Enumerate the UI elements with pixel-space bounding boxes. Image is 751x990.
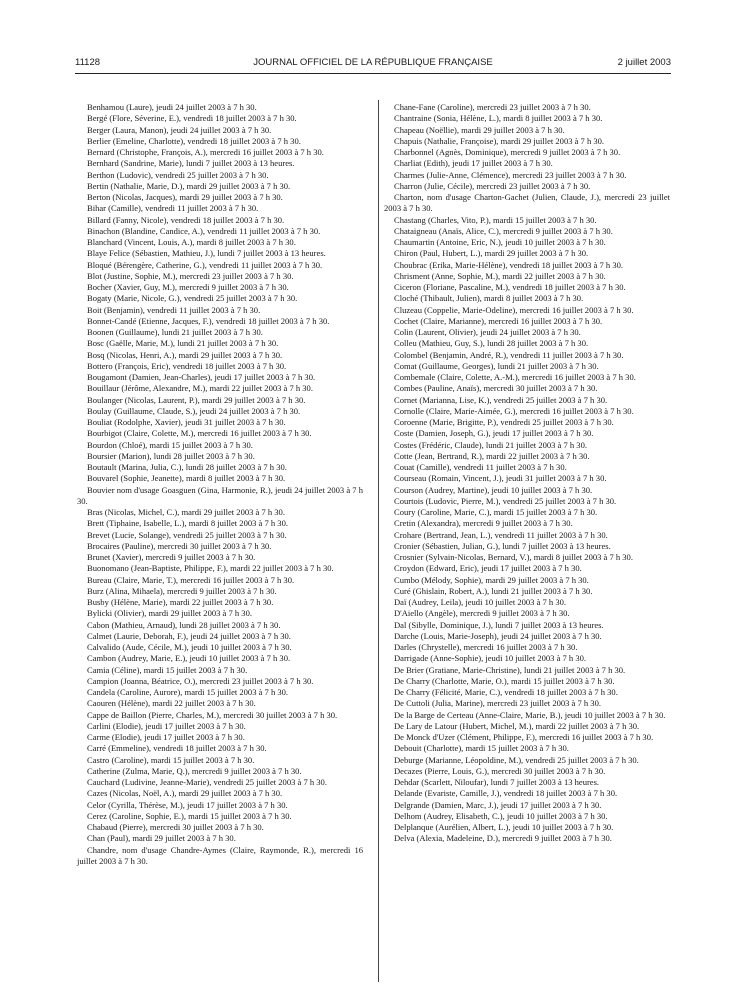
name-entry: Cloché (Thibault, Julien), mardi 8 juillet 2003 à 7 h 30.	[394, 293, 584, 304]
name-entry: Combemale (Claire, Colette, A.-M.), mercredi 16 juillet 2003 à 7 h 30.	[394, 372, 636, 382]
name-entry: Benhamou (Laure), jeudi 24 juillet 2003 à 7 h 30.	[87, 102, 257, 112]
name-entry: Bosc (Gaëlle, Marie, M.), lundi 21 juillet 2003 à 7 h 30.	[87, 338, 279, 349]
name-entry: Blanchard (Vincent, Louis, A.), mardi 8 juillet 2003 à 7 h 30.	[87, 237, 296, 247]
name-entry: Colleu (Mathieu, Guy, S.), lundi 28 juillet 2003 à 7 h 30.	[394, 338, 589, 349]
name-entry: Bonnet-Candé (Etienne, Jacques, F.), vendredi 18 juillet 2003 à 7 h 30.	[87, 315, 330, 326]
name-entry: Darles (Chrystelle), mercredi 16 juillet 2003 à 7 h 30.	[394, 642, 578, 652]
name-entry: Cornolle (Claire, Marie-Aimée, G.), mercredi 16 juillet 2003 à 7 h 30.	[394, 405, 634, 416]
name-entry: Billard (Fanny, Nicole), vendredi 18 juillet 2003 à 7 h 30.	[87, 214, 285, 225]
column-divider	[378, 100, 379, 982]
name-entry: Colombel (Benjamin, André, R.), vendredi 11 juillet 2003 à 7 h 30.	[394, 349, 624, 360]
header-rule	[75, 73, 671, 74]
name-entry: Cambon (Audrey, Marie, E.), jeudi 10 juillet 2003 à 7 h 30.	[87, 653, 291, 664]
name-entry: Binachon (Blandine, Candice, A.), vendredi 11 juillet 2003 à 7 h 30.	[87, 225, 321, 236]
name-entry: Deburge (Marianne, Léopoldine, M.), vendredi 25 juillet 2003 à 7 h 30.	[394, 754, 639, 765]
name-entry: Delplanque (Aurélien, Albert, L.), jeudi 10 juillet 2003 à 7 h 30.	[394, 822, 614, 832]
name-entry: Boonen (Guillaume), lundi 21 juillet 2003 à 7 h 30.	[87, 327, 263, 337]
name-entry: Bouillaur (Jérôme, Alexandre, M.), mardi 22 juillet 2003 à 7 h 30.	[87, 383, 313, 394]
name-entry: Bourbigot (Claire, Colette, M.), mercredi 16 juillet 2003 à 7 h 30.	[87, 428, 312, 439]
name-entry: Boit (Benjamin), vendredi 11 juillet 2003 à 7 h 30.	[87, 304, 261, 315]
name-entry: Cauchard (Ludivine, Jeanne-Marie), vendredi 25 juillet 2003 à 7 h 30.	[87, 777, 327, 787]
name-entry: Cornet (Marianna, Lise, K.), vendredi 25 juillet 2003 à 7 h 30.	[394, 394, 608, 405]
name-entry: De Brier (Gratiane, Marie-Christine), lundi 21 juillet 2003 à 7 h 30.	[394, 664, 626, 675]
name-entry: Delhom (Audrey, Elisabeth, C.), jeudi 10 juillet 2003 à 7 h 30.	[394, 810, 608, 821]
name-entry: Chantraine (Sonia, Hélène, L.), mardi 8 juillet 2003 à 7 h 30.	[394, 113, 603, 124]
name-entry: Bureau (Claire, Marie, T.), mercredi 16 juillet 2003 à 7 h 30.	[87, 574, 295, 585]
name-entry: Carré (Emmeline), vendredi 18 juillet 2003 à 7 h 30.	[87, 743, 267, 754]
name-entry: Crosnier (Sylvain-Nicolas, Bernard, V.), mardi 8 juillet 2003 à 7 h 30.	[394, 552, 633, 562]
name-entry: Cretin (Alexandra), mercredi 9 juillet 2003 à 7 h 30.	[394, 518, 573, 529]
name-entry: De Charry (Charlotte, Marie, O.), mardi 15 juillet 2003 à 7 h 30.	[394, 675, 615, 686]
journal-title: JOURNAL OFFICIEL DE LA RÉPUBLIQUE FRANÇAISE	[253, 57, 493, 68]
name-entry: Calmet (Laurie, Deborah, F.), jeudi 24 juillet 2003 à 7 h 30.	[87, 630, 291, 641]
name-entry: Chiron (Paul, Hubert, L.), mardi 29 juillet 2003 à 7 h 30.	[394, 248, 589, 259]
name-entry: Decazes (Pierre, Louis, G.), mercredi 30 juillet 2003 à 7 h 30.	[394, 765, 606, 776]
name-entry: Cumbo (Mélody, Sophie), mardi 29 juillet 2003 à 7 h 30.	[394, 574, 589, 585]
name-entry: Bernard (Christophe, François, A.), mercredi 16 juillet 2003 à 7 h 30.	[87, 147, 324, 157]
name-entry: Burz (Alina, Mihaela), mercredi 9 juillet 2003 à 7 h 30.	[87, 585, 277, 596]
name-entry: Chan (Paul), mardi 29 juillet 2003 à 7 h 30.	[87, 833, 236, 844]
name-entry: Courtois (Ludovic, Pierre, M.), vendredi 25 juillet 2003 à 7 h 30.	[394, 495, 617, 506]
name-entry: Bouvarel (Sophie, Jeanette), mardi 8 juillet 2003 à 7 h 30.	[87, 473, 286, 484]
page-number: 11128	[75, 57, 101, 68]
name-entry: De Cuttoli (Julia, Marine), mercredi 23 juillet 2003 à 7 h 30.	[394, 698, 601, 709]
name-entry: Choubrac (Erika, Marie-Hélène), vendredi 18 juillet 2003 à 7 h 30.	[394, 259, 624, 270]
name-entry: Bogaty (Marie, Nicole, G.), vendredi 25 juillet 2003 à 7 h 30.	[87, 293, 298, 304]
name-entry: Comat (Guillaume, Georges), lundi 21 juillet 2003 à 7 h 30.	[394, 360, 599, 371]
name-entry: Coste (Damien, Joseph, G.), jeudi 17 juillet 2003 à 7 h 30.	[394, 428, 594, 439]
name-entry: Charton, nom d'usage Charton-Gachet (Julien, Claude, J.), mercredi 23 juillet 2003 à 7 h 30.	[384, 192, 670, 214]
name-entry: Bougamont (Damien, Jean-Charles), jeudi 17 juillet 2003 à 7 h 30.	[87, 372, 316, 382]
name-entry: Cotte (Jean, Bertrand, R.), mardi 22 juillet 2003 à 7 h 30.	[394, 450, 590, 461]
name-entry: Courseau (Romain, Vincent, J.), jeudi 31 juillet 2003 à 7 h 30.	[394, 473, 607, 484]
name-entry: Camia (Céline), mardi 15 juillet 2003 à 7 h 30.	[87, 664, 248, 675]
name-entry: Chane-Fane (Caroline), mercredi 23 juillet 2003 à 7 h 30.	[394, 102, 591, 112]
name-entry: Chabaud (Pierre), mercredi 30 juillet 2003 à 7 h 30.	[87, 822, 264, 832]
name-entry: Blaye Felice (Sébastien, Mathieu, J.), lundi 7 juillet 2003 à 13 heures.	[87, 248, 326, 259]
name-entry: Chataigneau (Anaïs, Alice, C.), mercredi 9 juillet 2003 à 7 h 30.	[394, 225, 613, 236]
right-column	[384, 102, 670, 845]
name-entry: Bihar (Camille), vendredi 11 juillet 2003 à 7 h 30.	[87, 203, 259, 214]
name-entry: Delva (Alexia, Madeleine, D.), mercredi 9 juillet 2003 à 7 h 30.	[394, 833, 612, 844]
name-entry: Delgrande (Damien, Marc, J.), jeudi 17 juillet 2003 à 7 h 30.	[394, 799, 602, 810]
name-entry: Buonomano (Jean-Baptiste, Philippe, F.), mardi 22 juillet 2003 à 7 h 30.	[87, 563, 334, 574]
name-entry: Cabon (Mathieu, Arnaud), lundi 28 juillet 2003 à 7 h 30.	[87, 619, 281, 630]
name-entry: Bloqué (Bérengère, Catherine, G.), vendredi 11 juillet 2003 à 7 h 30.	[87, 259, 323, 270]
name-entry: Dal (Sibylle, Dominique, J.), lundi 7 juillet 2003 à 13 heures.	[394, 619, 604, 630]
name-entry: Darrigade (Anne-Sophie), jeudi 10 juillet 2003 à 7 h 30.	[394, 653, 587, 664]
name-entry: Cerez (Caroline, Sophie, E.), mardi 15 juillet 2003 à 7 h 30.	[87, 810, 292, 821]
name-entry: Costes (Frédéric, Claude), lundi 21 juillet 2003 à 7 h 30.	[394, 439, 587, 450]
name-entry: Bocher (Xavier, Guy, M.), mercredi 9 juillet 2003 à 7 h 30.	[87, 282, 289, 292]
name-entry: Castro (Caroline), mardi 15 juillet 2003 à 7 h 30.	[87, 754, 255, 765]
page-header	[75, 57, 671, 71]
name-entry: Ciceron (Floriane, Pascaline, M.), vendredi 18 juillet 2003 à 7 h 30.	[394, 282, 626, 292]
name-entry: Crohare (Bertrand, Jean, L.), vendredi 11 juillet 2003 à 7 h 30.	[394, 529, 608, 540]
name-entry: Daï (Audrey, Leila), jeudi 10 juillet 2003 à 7 h 30.	[394, 597, 567, 607]
name-entry: Campion (Joanna, Béatrice, O.), mercredi 23 juillet 2003 à 7 h 30.	[87, 675, 314, 686]
name-entry: Delande (Evariste, Camille, J.), vendredi 18 juillet 2003 à 7 h 30.	[394, 788, 618, 799]
name-entry: Boursier (Marion), lundi 28 juillet 2003 à 7 h 30.	[87, 450, 255, 461]
name-entry: De Monck d'Uzer (Clément, Philippe, F.), mercredi 16 juillet 2003 à 7 h 30.	[394, 732, 654, 742]
name-entry: Cappe de Baillon (Pierre, Charles, M.), mercredi 30 juillet 2003 à 7 h 30.	[87, 709, 338, 720]
name-entry: Bourdon (Chloé), mardi 15 juillet 2003 à 7 h 30.	[87, 439, 253, 450]
name-entry: Cochet (Claire, Marianne), mercredi 16 juillet 2003 à 7 h 30.	[394, 315, 603, 326]
name-entry: Cronier (Sébastien, Julian, G.), lundi 7 juillet 2003 à 13 heures.	[394, 540, 611, 551]
name-entry: D'Aiello (Angèle), mercredi 9 juillet 2003 à 7 h 30.	[394, 608, 570, 619]
name-entry: Calvalido (Aude, Cécile, M.), jeudi 10 juillet 2003 à 7 h 30.	[87, 642, 292, 652]
name-entry: Cazes (Nicolas, Noël, A.), mardi 29 juillet 2003 à 7 h 30.	[87, 788, 283, 799]
name-entry: Bouliat (Rodolphe, Xavier), jeudi 31 juillet 2003 à 7 h 30.	[87, 417, 286, 427]
name-entry: Brett (Tiphaine, Isabelle, L.), mardi 8 juillet 2003 à 7 h 30.	[87, 518, 288, 529]
name-entry: Catherine (Zulma, Marie, Q.), mercredi 9 juillet 2003 à 7 h 30.	[87, 765, 302, 776]
issue-date: 2 juillet 2003	[617, 57, 671, 68]
name-entry: Colin (Laurent, Olivier), jeudi 24 juillet 2003 à 7 h 30.	[394, 327, 581, 337]
name-entry: Berton (Nicolas, Jacques), mardi 29 juillet 2003 à 7 h 30.	[87, 192, 283, 202]
name-entry: Charbonnel (Agnès, Dominique), mercredi 9 juillet 2003 à 7 h 30.	[394, 147, 621, 157]
name-entry: Charmes (Julie-Anne, Clémence), mercredi 23 juillet 2003 à 7 h 30.	[394, 169, 627, 180]
name-entry: Debouit (Charlotte), mardi 15 juillet 2003 à 7 h 30.	[394, 743, 569, 754]
name-entry: Berlier (Emeline, Charlotte), vendredi 18 juillet 2003 à 7 h 30.	[87, 135, 301, 146]
name-entry: Berthon (Ludovic), vendredi 25 juillet 2003 à 7 h 30.	[87, 169, 269, 180]
name-entry: Courson (Audrey, Martine), jeudi 10 juillet 2003 à 7 h 30.	[394, 484, 593, 495]
name-entry: Boutault (Marina, Julia, C.), lundi 28 juillet 2003 à 7 h 30.	[87, 462, 287, 472]
name-entry: Chaumartin (Antoine, Eric, N.), jeudi 10 juillet 2003 à 7 h 30.	[394, 237, 606, 247]
name-entry: De Charry (Félicité, Marie, C.), vendredi 18 juillet 2003 à 7 h 30.	[394, 687, 618, 697]
name-entry: Chrisment (Anne, Sophie, M.), mardi 22 juillet 2003 à 7 h 30.	[394, 270, 606, 281]
name-entry: Charron (Julie, Cécile), mercredi 23 juillet 2003 à 7 h 30.	[394, 180, 591, 191]
name-entry: Bras (Nicolas, Michel, C.), mardi 29 juillet 2003 à 7 h 30.	[87, 507, 285, 517]
name-entry: Dehdar (Scarlett, Niloufar), lundi 7 juillet 2003 à 13 heures.	[394, 777, 600, 787]
name-entry: Combes (Pauline, Anaïs), mercredi 30 juillet 2003 à 7 h 30.	[394, 383, 598, 394]
name-entry: Darche (Louis, Marie-Joseph), jeudi 24 juillet 2003 à 7 h 30.	[394, 630, 602, 641]
name-entry: Berger (Laura, Manon), jeudi 24 juillet 2003 à 7 h 30.	[87, 124, 272, 135]
name-entry: Chandre, nom d'usage Chandre-Aymes (Claire, Raymonde, R.), mercredi 16 juillet 2003 à 7 h 30.	[77, 844, 363, 866]
name-entry: Curé (Ghislain, Robert, A.), lundi 21 juillet 2003 à 7 h 30.	[394, 585, 593, 596]
name-entry: Bouvier nom d'usage Goasguen (Gina, Harmonie, R.), jeudi 24 juillet 2003 à 7 h 30.	[77, 484, 363, 506]
name-entry: Bergé (Flore, Séverine, E.), vendredi 18 juillet 2003 à 7 h 30.	[87, 113, 297, 124]
name-entry: Chapeau (Noëllie), mardi 29 juillet 2003 à 7 h 30.	[394, 124, 565, 135]
name-entry: Busby (Hélène, Marie), mardi 22 juillet 2003 à 7 h 30.	[87, 597, 274, 607]
name-entry: Chastang (Charles, Vito, P.), mardi 15 juillet 2003 à 7 h 30.	[394, 214, 597, 225]
name-entry: Bottero (François, Eric), vendredi 18 juillet 2003 à 7 h 30.	[87, 360, 287, 371]
name-entry: Coury (Caroline, Marie, C.), mardi 15 juillet 2003 à 7 h 30.	[394, 507, 598, 517]
name-entry: Charliat (Edith), jeudi 17 juillet 2003 à 7 h 30.	[394, 158, 553, 169]
name-entry: Bylicki (Olivier), mardi 29 juillet 2003 à 7 h 30.	[87, 608, 252, 619]
name-entry: Boulanger (Nicolas, Laurent, P.), mardi 29 juillet 2003 à 7 h 30.	[87, 394, 306, 405]
name-entry: Boulay (Guillaume, Claude, S.), jeudi 24 juillet 2003 à 7 h 30.	[87, 405, 301, 416]
name-entry: Bernhard (Sandrine, Marie), lundi 7 juillet 2003 à 13 heures.	[87, 158, 295, 169]
name-entry: De la Barge de Certeau (Anne-Claire, Marie, B.), jeudi 10 juillet 2003 à 7 h 30.	[394, 709, 666, 720]
name-entry: Brocaires (Pauline), mercredi 30 juillet 2003 à 7 h 30.	[87, 540, 272, 551]
name-entry: De Lary de Latour (Hubert, Michel, M.), mardi 22 juillet 2003 à 7 h 30.	[394, 720, 640, 731]
name-entry: Brunet (Xavier), mercredi 9 juillet 2003 à 7 h 30.	[87, 552, 256, 562]
name-entry: Cluzeau (Coppelie, Marie-Odeline), mercredi 16 juillet 2003 à 7 h 30.	[394, 304, 634, 315]
name-entry: Chapuis (Nathalie, Françoise), mardi 29 juillet 2003 à 7 h 30.	[394, 135, 605, 146]
name-entry: Carlini (Elodie), jeudi 17 juillet 2003 à 7 h 30.	[87, 720, 246, 731]
left-column	[77, 102, 363, 867]
name-entry: Candela (Caroline, Aurore), mardi 15 juillet 2003 à 7 h 30.	[87, 687, 289, 697]
name-entry: Bertin (Nathalie, Marie, D.), mardi 29 juillet 2003 à 7 h 30.	[87, 180, 291, 191]
name-entry: Brevet (Lucie, Solange), vendredi 25 juillet 2003 à 7 h 30.	[87, 529, 287, 540]
name-entry: Celor (Cyrilla, Thérèse, M.), jeudi 17 juillet 2003 à 7 h 30.	[87, 799, 288, 810]
name-entry: Croydon (Edward, Eric), jeudi 17 juillet 2003 à 7 h 30.	[394, 563, 582, 574]
name-entry: Blot (Justine, Sophie, M.), mercredi 23 juillet 2003 à 7 h 30.	[87, 270, 294, 281]
name-entry: Caouren (Hélène), mardi 22 juillet 2003 à 7 h 30.	[87, 698, 256, 709]
name-entry: Couat (Camille), vendredi 11 juillet 2003 à 7 h 30.	[394, 462, 567, 472]
name-entry: Bosq (Nicolas, Henri, A.), mardi 29 juillet 2003 à 7 h 30.	[87, 349, 283, 360]
name-entry: Carme (Elodie), jeudi 17 juillet 2003 à 7 h 30.	[87, 732, 245, 742]
name-entry: Coroenne (Marie, Brigitte, P.), vendredi 25 juillet 2003 à 7 h 30.	[394, 417, 614, 427]
